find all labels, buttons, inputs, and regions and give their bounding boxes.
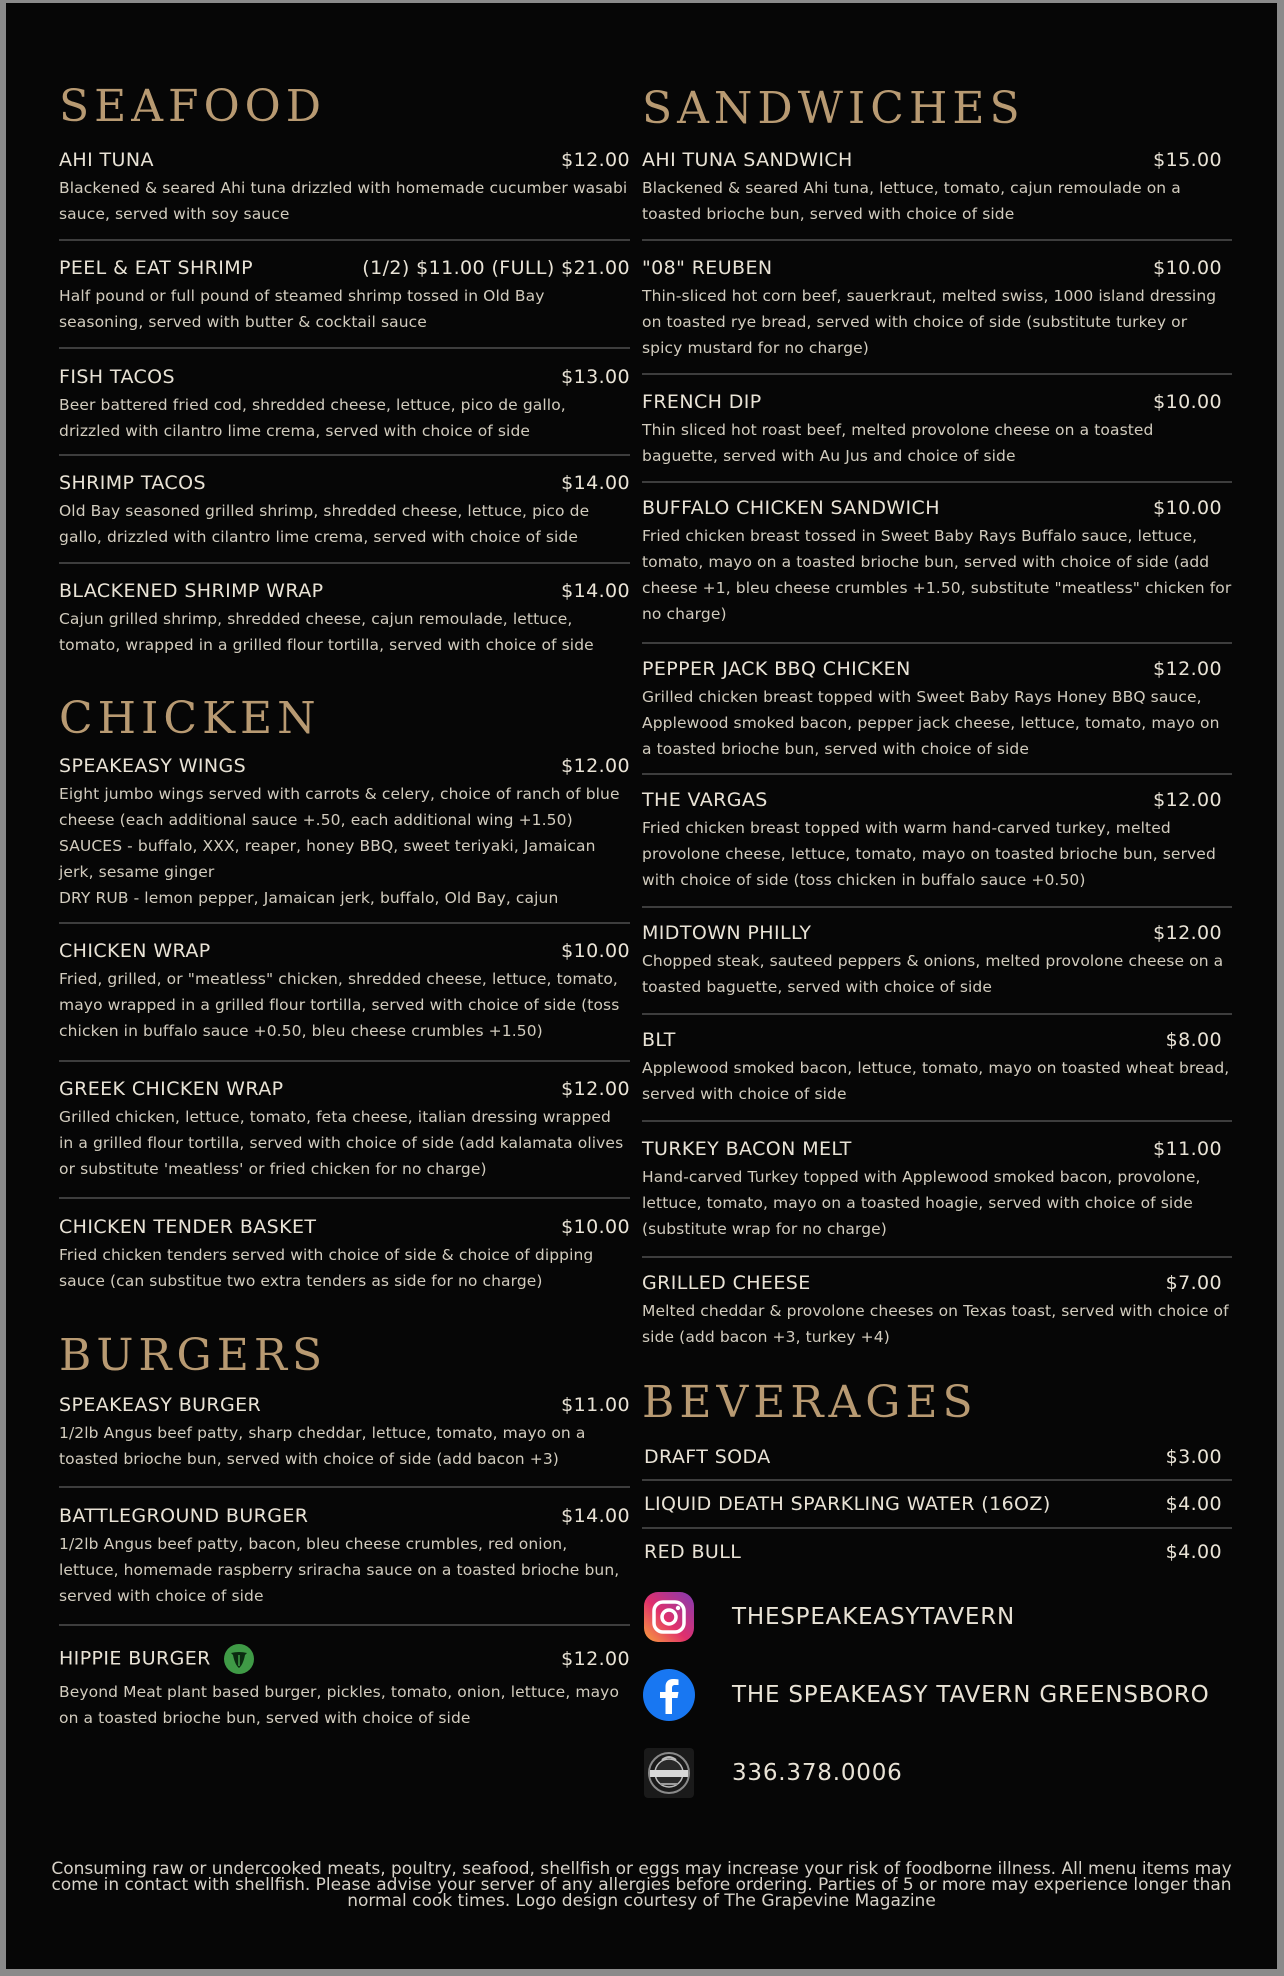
item-description: Melted cheddar & provolone cheeses on Texas toast, served with choice of side (add bacon +3, turkey +4) — [642, 1302, 1229, 1346]
instagram-icon — [642, 1590, 696, 1644]
beverage-row — [644, 1541, 1222, 1563]
item-price: $8.00 — [1165, 1029, 1222, 1051]
item-price: $12.00 — [1153, 922, 1222, 944]
item-name: GREEK CHICKEN WRAP — [59, 1078, 284, 1100]
item-description: Blackened & seared Ahi tuna, lettuce, tomato, cajun remoulade on a toasted brioche bun, served with choice of side — [642, 179, 1181, 223]
item-description: Thin-sliced hot corn beef, sauerkraut, melted swiss, 1000 island dressing on toasted rye bread, served with choice of side (substitute turkey or spicy mustard for no charge) — [642, 287, 1217, 357]
divider — [642, 1479, 1232, 1481]
menu-item — [59, 1078, 630, 1182]
instagram-link[interactable] — [642, 1590, 1015, 1644]
item-price: $12.00 — [561, 1078, 630, 1100]
chicken-heading: CHICKEN — [59, 693, 321, 744]
item-name: HIPPIE BURGER — [59, 1647, 211, 1670]
menu-item — [59, 1505, 630, 1609]
item-price: $7.00 — [1165, 1272, 1222, 1294]
item-price: $11.00 — [1153, 1138, 1222, 1160]
menu-item — [642, 789, 1232, 893]
beverage-name: RED BULL — [644, 1541, 742, 1563]
item-name: SHRIMP TACOS — [59, 472, 206, 494]
divider — [59, 1624, 630, 1626]
menu-item — [642, 257, 1232, 361]
menu-item — [59, 580, 630, 658]
divider — [642, 1256, 1232, 1258]
beverage-name: LIQUID DEATH SPARKLING WATER (16OZ) — [644, 1493, 1051, 1515]
divider — [642, 373, 1232, 375]
facebook-link[interactable] — [642, 1668, 1210, 1722]
menu-item — [59, 1394, 630, 1472]
item-name: FRENCH DIP — [642, 391, 762, 413]
item-price: $12.00 — [561, 755, 630, 777]
item-description: Grilled chicken breast topped with Sweet Baby Rays Honey BBQ sauce, Applewood smoked bacon, pepper jack cheese, lettuce, tomato, mayo on a toasted brioche bun, served with choice of side — [642, 688, 1220, 758]
divider — [59, 922, 630, 924]
phone-number: 336.378.0006 — [732, 1760, 903, 1786]
item-description: Fried chicken breast tossed in Sweet Baby Rays Buffalo sauce, lettuce, tomato, mayo on a toasted brioche bun, served with choice of side (add cheese +1, bleu cheese crumbles +1.50, substitute "meatless" chicken for no charge) — [642, 527, 1232, 623]
item-name: AHI TUNA SANDWICH — [642, 149, 853, 171]
item-price: $15.00 — [1153, 149, 1222, 171]
beverage-row — [644, 1493, 1222, 1515]
instagram-handle: THESPEAKEASYTAVERN — [732, 1604, 1015, 1630]
seafood-heading: SEAFOOD — [59, 81, 326, 132]
divider — [59, 347, 630, 349]
item-description: Eight jumbo wings served with carrots & celery, choice of ranch of blue cheese (each additional sauce +.50, each additional wing +1.50) — [59, 785, 620, 829]
item-name: BUFFALO CHICKEN SANDWICH — [642, 497, 940, 519]
item-price: $10.00 — [561, 940, 630, 962]
item-description: Applewood smoked bacon, lettuce, tomato, mayo on toasted wheat bread, served with choice of side — [642, 1059, 1230, 1103]
menu-item — [642, 1272, 1232, 1350]
beverage-price: $4.00 — [1165, 1493, 1222, 1515]
item-price: $10.00 — [1153, 497, 1222, 519]
divider — [59, 1486, 630, 1488]
item-price: $10.00 — [1153, 257, 1222, 279]
divider — [642, 1120, 1232, 1122]
item-description: 1/2lb Angus beef patty, bacon, bleu cheese crumbles, red onion, lettuce, homemade raspberry sriracha sauce on a toasted brioche bun, served with choice of side — [59, 1535, 620, 1605]
item-name: GRILLED CHEESE — [642, 1272, 811, 1294]
item-name: BATTLEGROUND BURGER — [59, 1505, 309, 1527]
burgers-heading: BURGERS — [59, 1330, 328, 1381]
divider — [642, 642, 1232, 644]
divider — [59, 562, 630, 564]
item-price: $10.00 — [1153, 391, 1222, 413]
menu-item — [59, 149, 630, 227]
item-description: Beyond Meat plant based burger, pickles, tomato, onion, lettuce, mayo on a toasted brioche bun, served with choice of side — [59, 1683, 620, 1727]
item-price: $12.00 — [561, 1647, 630, 1670]
item-name: SPEAKEASY WINGS — [59, 755, 247, 777]
menu-item — [59, 755, 630, 911]
item-description: Old Bay seasoned grilled shrimp, shredded cheese, lettuce, pico de gallo, drizzled with cilantro lime crema, served with choice of side — [59, 502, 590, 546]
item-name: TURKEY BACON MELT — [642, 1138, 852, 1160]
item-name: PEPPER JACK BBQ CHICKEN — [642, 658, 911, 680]
item-description: Half pound or full pound of steamed shrimp tossed in Old Bay seasoning, served with butter & cocktail sauce — [59, 287, 545, 331]
item-name: BLACKENED SHRIMP WRAP — [59, 580, 324, 602]
facebook-page-name: THE SPEAKEASY TAVERN GREENSBORO — [732, 1682, 1210, 1708]
menu-item — [59, 940, 630, 1044]
menu-item — [59, 472, 630, 550]
item-price: $12.00 — [1153, 789, 1222, 811]
item-price: $14.00 — [561, 472, 630, 494]
divider — [642, 773, 1232, 775]
item-name: CHICKEN TENDER BASKET — [59, 1216, 317, 1238]
item-dry-rub: DRY RUB - lemon pepper, Jamaican jerk, buffalo, Old Bay, cajun — [59, 889, 559, 907]
item-description: Thin sliced hot roast beef, melted provolone cheese on a toasted baguette, served with Au Jus and choice of side — [642, 421, 1154, 465]
divider — [59, 454, 630, 456]
item-name: CHICKEN WRAP — [59, 940, 211, 962]
item-price: $12.00 — [561, 149, 630, 171]
footer-line: come in contact with shellfish. Please advise your server of any allergies before ordering. Parties of 5 or more may experience longer than — [51, 1875, 1232, 1895]
item-name: AHI TUNA — [59, 149, 154, 171]
phone-row — [642, 1746, 903, 1800]
beverage-price: $3.00 — [1165, 1446, 1222, 1468]
divider — [642, 1527, 1232, 1529]
divider — [59, 1197, 630, 1199]
beverage-name: DRAFT SODA — [644, 1446, 771, 1468]
allergy-disclaimer — [36, 1861, 1247, 1909]
item-price: $14.00 — [561, 580, 630, 602]
divider — [642, 1013, 1232, 1015]
menu-item — [642, 497, 1232, 627]
item-price: $13.00 — [561, 366, 630, 388]
vegan-leaf-icon — [223, 1643, 255, 1675]
menu-item — [59, 257, 630, 335]
menu-item — [642, 149, 1232, 227]
item-name: "08" REUBEN — [642, 257, 773, 279]
item-description: Cajun grilled shrimp, shredded cheese, cajun remoulade, lettuce, tomato, wrapped in a grilled flour tortilla, served with choice of side — [59, 610, 594, 654]
item-name: FISH TACOS — [59, 366, 175, 388]
menu-item — [59, 1643, 630, 1731]
footer-line: normal cook times. Logo design courtesy of The Grapevine Magazine — [347, 1891, 936, 1911]
item-description: 1/2lb Angus beef patty, sharp cheddar, lettuce, tomato, mayo on a toasted brioche bun, served with choice of side (add bacon +3) — [59, 1424, 586, 1468]
divider — [59, 239, 630, 241]
menu-item — [59, 1216, 630, 1294]
item-description: Chopped steak, sauteed peppers & onions, melted provolone cheese on a toasted baguette, served with choice of side — [642, 952, 1224, 996]
item-name: THE VARGAS — [642, 789, 768, 811]
item-name: SPEAKEASY BURGER — [59, 1394, 262, 1416]
beverage-row — [644, 1446, 1222, 1468]
menu-item — [59, 366, 630, 444]
item-description: Fried chicken tenders served with choice of side & choice of dipping sauce (can substitue two extra tenders as side for no charge) — [59, 1246, 594, 1290]
item-price: $14.00 — [561, 1505, 630, 1527]
item-description: Hand-carved Turkey topped with Applewood smoked bacon, provolone, lettuce, tomato, mayo on a toasted hoagie, served with choice of side (substitute wrap for no charge) — [642, 1168, 1201, 1238]
speakeasy-logo-icon — [642, 1746, 696, 1800]
item-name: PEEL & EAT SHRIMP — [59, 257, 253, 279]
divider — [642, 481, 1232, 483]
item-sauces: SAUCES - buffalo, XXX, reaper, honey BBQ, sweet teriyaki, Jamaican jerk, sesame ginger — [59, 837, 596, 881]
facebook-icon — [642, 1668, 696, 1722]
item-name: MIDTOWN PHILLY — [642, 922, 812, 944]
divider — [642, 906, 1232, 908]
item-description: Fried chicken breast topped with warm hand-carved turkey, melted provolone cheese, lettuce, tomato, mayo on toasted brioche bun, served with choice of side (toss chicken in buffalo sauce +0.50) — [642, 819, 1216, 889]
beverage-price: $4.00 — [1165, 1541, 1222, 1563]
item-price: (1/2) $11.00 (FULL) $21.00 — [362, 257, 630, 279]
beverages-heading: BEVERAGES — [642, 1377, 978, 1428]
menu-item — [642, 1029, 1232, 1107]
item-price: $11.00 — [561, 1394, 630, 1416]
menu-item — [642, 922, 1232, 1000]
item-description: Fried, grilled, or "meatless" chicken, shredded cheese, lettuce, tomato, mayo wrapped in a grilled flour tortilla, served with choice of side (toss chicken in buffalo sauce +0.50, bleu cheese crumbles +1.50) — [59, 970, 620, 1040]
divider — [642, 239, 1232, 241]
divider — [59, 1060, 630, 1062]
item-name: BLT — [642, 1029, 676, 1051]
menu-item — [642, 391, 1232, 469]
menu-item — [642, 658, 1232, 762]
item-description: Blackened & seared Ahi tuna drizzled with homemade cucumber wasabi sauce, served with soy sauce — [59, 179, 628, 223]
item-price: $10.00 — [561, 1216, 630, 1238]
item-description: Grilled chicken, lettuce, tomato, feta cheese, italian dressing wrapped in a grilled flour tortilla, served with choice of side (add kalamata olives or substitute 'meatless' or fried chicken for no charge) — [59, 1108, 624, 1178]
item-price: $12.00 — [1153, 658, 1222, 680]
menu-item — [642, 1138, 1232, 1242]
sandwiches-heading: SANDWICHES — [642, 83, 1025, 134]
menu-page — [6, 3, 1277, 1969]
item-description: Beer battered fried cod, shredded cheese, lettuce, pico de gallo, drizzled with cilantro lime crema, served with choice of side — [59, 396, 566, 440]
footer-line: Consuming raw or undercooked meats, poultry, seafood, shellfish or eggs may increase your risk of foodborne illness. All menu items may — [51, 1859, 1232, 1879]
